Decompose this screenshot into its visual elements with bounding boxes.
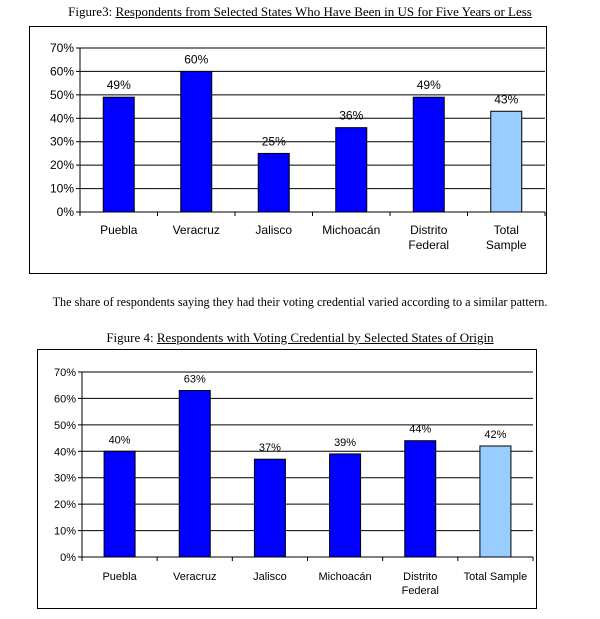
fig3-category-label: Puebla [100,223,138,237]
fig4-bar [179,391,210,558]
fig4-bar-value-label: 39% [334,436,357,449]
fig3-bar-value-label: 25% [261,134,286,149]
fig3-bar [413,97,444,212]
fig3-ytick-label: 20% [49,158,74,173]
fig4-ytick-label: 20% [53,499,76,512]
fig3-bar-value-label: 49% [106,78,131,93]
fig3-category-label: Federal [408,238,450,252]
figure3-prefix: Figure3: [68,4,116,19]
fig3-category-label: Distrito [410,223,448,237]
fig4-bar [104,451,135,557]
figure3-title: Respondents from Selected States Who Have Been in US for Five Years or Less [115,4,532,19]
fig4-category-label: Michoacán [318,571,372,583]
figure4-title: Respondents with Voting Credential by Selected States of Origin [156,330,494,345]
fig3-category-label: Total [493,223,519,237]
figure3-chart-frame [29,26,547,274]
fig3-category-label: Veracruz [172,223,220,237]
fig3-ytick-label: 0% [56,205,74,219]
fig3-ytick-label: 10% [49,181,74,196]
fig4-bar-value-label: 63% [183,373,206,386]
figure4-chart [38,350,536,608]
fig3-ytick-label: 50% [49,87,74,102]
fig3-bar-value-label: 49% [416,78,441,93]
figure4-prefix: Figure 4: [106,330,157,345]
fig4-ytick-label: 50% [53,419,76,432]
fig3-bar-value-label: 36% [339,108,364,123]
fig3-bar-value-label: 60% [184,52,209,67]
fig4-category-label: Federal [401,585,439,597]
fig4-bar [330,454,361,557]
fig3-ytick-label: 70% [49,41,74,55]
fig4-ytick-label: 30% [53,472,76,485]
fig3-bar [181,71,212,212]
fig3-ytick-label: 60% [49,64,74,79]
fig4-bar-value-label: 44% [409,423,432,436]
fig3-ytick-label: 40% [49,111,74,126]
figure4-caption [0,330,600,346]
fig4-category-label: Puebla [102,571,137,583]
body-paragraph: The share of respondents saying they had their voting credential varied according to a similar pattern. [52,295,548,309]
fig4-ytick-label: 40% [53,446,76,459]
fig3-category-label: Michoacán [322,223,381,237]
fig4-category-label: Distrito [403,571,438,583]
fig3-bar [258,153,289,212]
fig3-bar-value-label: 43% [494,92,519,107]
fig4-ytick-label: 70% [53,367,76,379]
figure3-chart [30,27,546,273]
fig3-bar [491,111,522,212]
fig4-ytick-label: 60% [53,393,76,406]
fig4-bar-value-label: 37% [258,442,281,455]
fig4-category-label: Total Sample [463,571,528,583]
fig4-category-label: Jalisco [253,571,287,583]
fig4-bar [405,441,436,557]
figure3-caption [0,4,600,20]
fig3-bar [103,97,134,212]
fig4-bar [480,446,511,557]
fig3-ytick-label: 30% [49,134,74,149]
fig4-ytick-label: 10% [53,525,76,538]
fig3-bar [336,128,367,212]
fig3-category-label: Jalisco [255,223,293,237]
fig4-bar-value-label: 40% [108,434,131,447]
fig4-ytick-label: 0% [60,552,76,564]
fig4-category-label: Veracruz [173,571,217,583]
fig4-bar-value-label: 42% [484,429,507,441]
figure4-chart-frame [37,349,537,609]
fig3-category-label: Sample [485,238,527,252]
fig4-bar [254,459,285,557]
